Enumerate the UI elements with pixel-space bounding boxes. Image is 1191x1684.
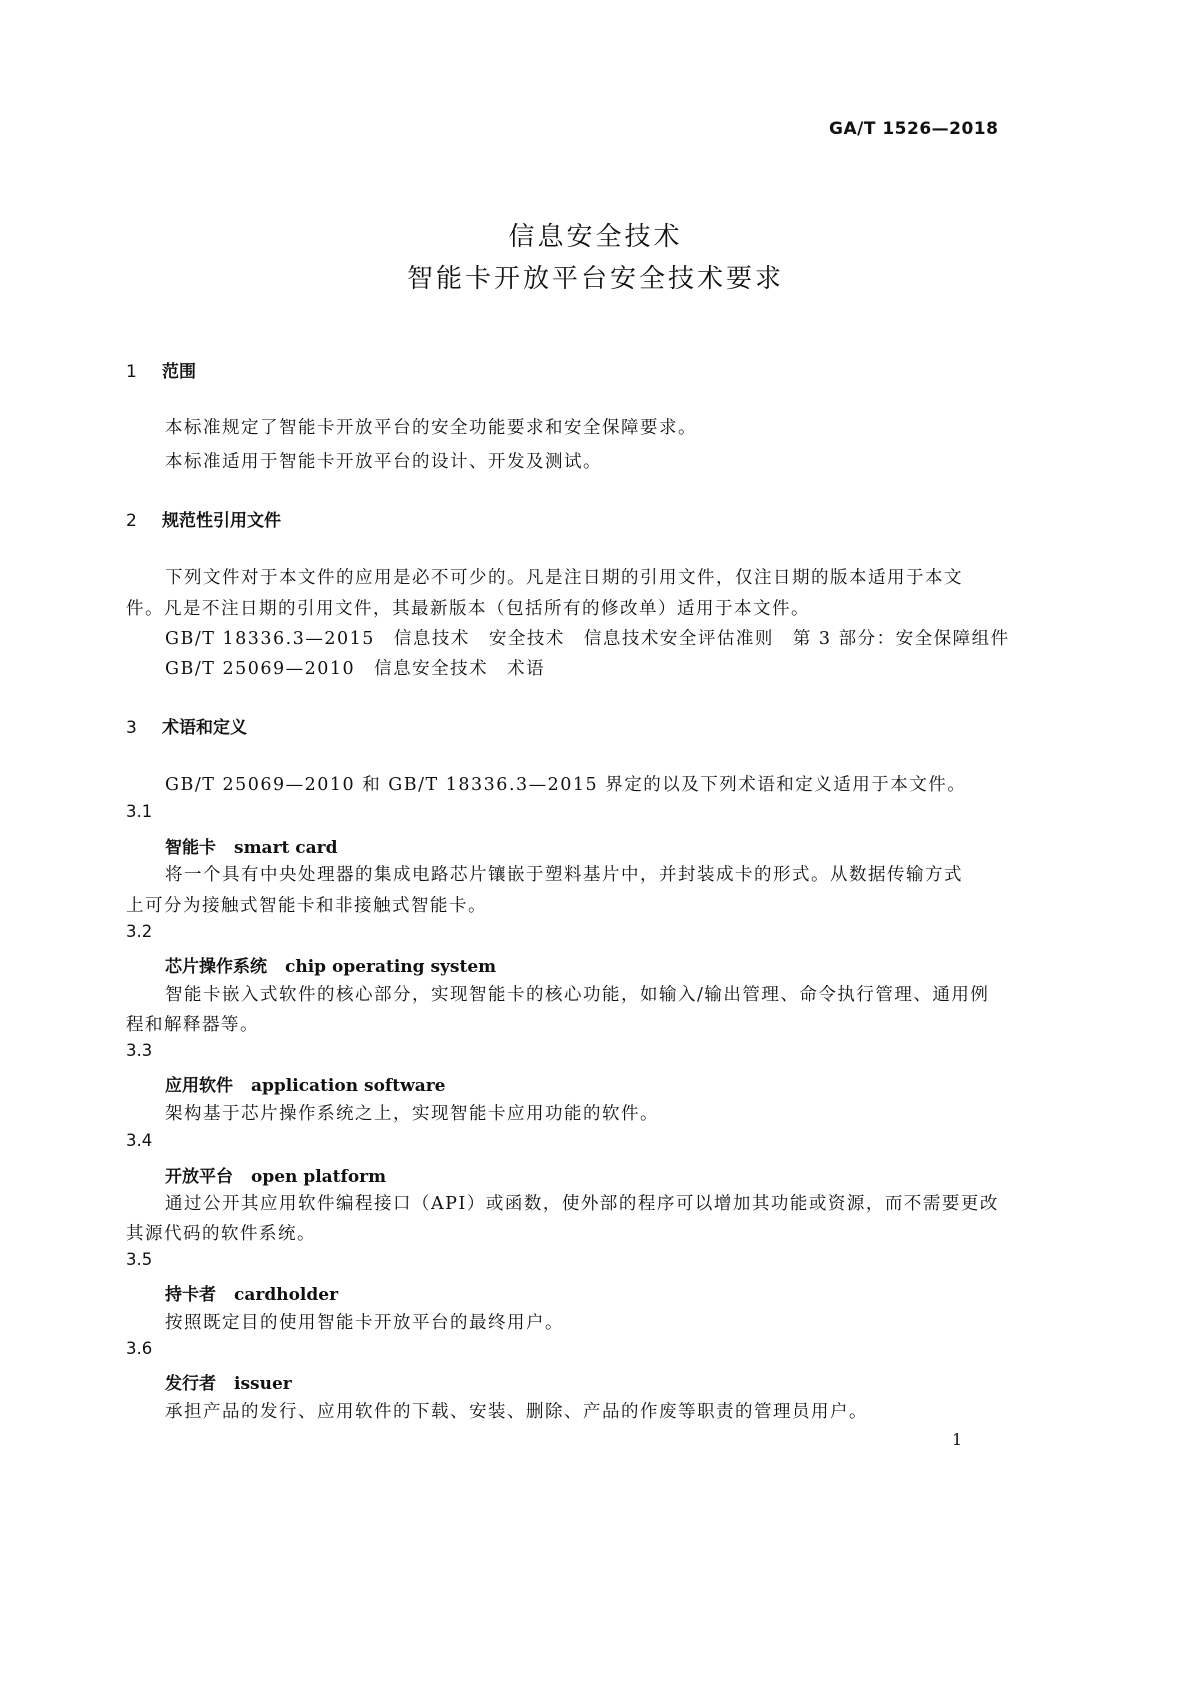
- term-en: application software: [251, 1076, 446, 1096]
- section-3-heading: [126, 713, 247, 738]
- term-definition: 通过公开其应用软件编程接口（API）或函数，使外部的程序可以增加其功能或资源，而不需要更改: [165, 1194, 999, 1214]
- term-en: open platform: [251, 1167, 387, 1187]
- paragraph-continuation: 件。凡是不注日期的引用文件，其最新版本（包括所有的修改单）适用于本文件。: [126, 599, 810, 619]
- section-number: 3: [126, 718, 137, 738]
- section-number: 2: [126, 511, 137, 531]
- term-heading: [165, 1369, 292, 1394]
- term-definition: 智能卡嵌入式软件的核心部分，实现智能卡的核心功能，如输入/输出管理、命令执行管理、通用例: [165, 985, 990, 1005]
- term-en: smart card: [234, 838, 338, 858]
- paragraph: 下列文件对于本文件的应用是必不可少的。凡是注日期的引用文件，仅注日期的版本适用于本文: [165, 568, 963, 588]
- term-heading: [165, 1162, 386, 1187]
- term-zh: 芯片操作系统: [165, 957, 267, 977]
- normative-reference: GB/T 25069—2010 信息安全技术 术语: [165, 659, 546, 679]
- term-en: chip operating system: [285, 957, 497, 977]
- term-number: 3.5: [126, 1250, 153, 1269]
- term-definition: 按照既定目的使用智能卡开放平台的最终用户。: [165, 1313, 564, 1333]
- term-number: 3.1: [126, 802, 153, 821]
- page-number: 1: [952, 1430, 963, 1449]
- section-2-heading: [126, 506, 281, 531]
- term-definition: 架构基于芯片操作系统之上，实现智能卡应用功能的软件。: [165, 1104, 659, 1124]
- term-definition-continuation: 程和解释器等。: [126, 1015, 259, 1035]
- term-heading: [165, 1071, 446, 1096]
- term-definition: 将一个具有中央处理器的集成电路芯片镶嵌于塑料基片中，并封装成卡的形式。从数据传输方式: [165, 865, 963, 885]
- term-heading: [165, 1280, 338, 1305]
- paragraph: 本标准规定了智能卡开放平台的安全功能要求和安全保障要求。: [165, 418, 697, 438]
- term-heading: [165, 833, 338, 858]
- section-title: 术语和定义: [162, 718, 247, 738]
- paragraph: 本标准适用于智能卡开放平台的设计、开发及测试。: [165, 452, 602, 472]
- term-zh: 发行者: [165, 1374, 216, 1394]
- term-definition: 承担产品的发行、应用软件的下载、安装、删除、产品的作废等职责的管理员用户。: [165, 1402, 868, 1422]
- term-number: 3.6: [126, 1339, 153, 1358]
- term-zh: 开放平台: [165, 1167, 233, 1187]
- term-en: cardholder: [234, 1285, 339, 1305]
- term-heading: [165, 952, 496, 977]
- section-title: 规范性引用文件: [162, 511, 281, 531]
- section-title: 范围: [162, 362, 196, 382]
- standard-code: GA/T 1526—2018: [829, 119, 999, 139]
- term-zh: 应用软件: [165, 1076, 233, 1096]
- term-zh: 智能卡: [165, 838, 216, 858]
- term-number: 3.3: [126, 1041, 153, 1060]
- term-definition-continuation: 其源代码的软件系统。: [126, 1224, 316, 1244]
- term-number: 3.2: [126, 922, 153, 941]
- term-zh: 持卡者: [165, 1285, 216, 1305]
- document-title-line2: 智能卡开放平台安全技术要求: [406, 264, 784, 294]
- document-title-line1: 信息安全技术: [508, 222, 683, 252]
- section-number: 1: [126, 362, 137, 382]
- paragraph: GB/T 25069—2010 和 GB/T 18336.3—2015 界定的以及下列术语和定义适用于本文件。: [165, 775, 967, 795]
- section-1-heading: [126, 357, 196, 382]
- normative-reference: GB/T 18336.3—2015 信息技术 安全技术 信息技术安全评估准则 第 3 部分：安全保障组件: [165, 629, 1010, 649]
- term-definition-continuation: 上可分为接触式智能卡和非接触式智能卡。: [126, 896, 487, 916]
- term-number: 3.4: [126, 1131, 153, 1150]
- term-en: issuer: [234, 1374, 292, 1394]
